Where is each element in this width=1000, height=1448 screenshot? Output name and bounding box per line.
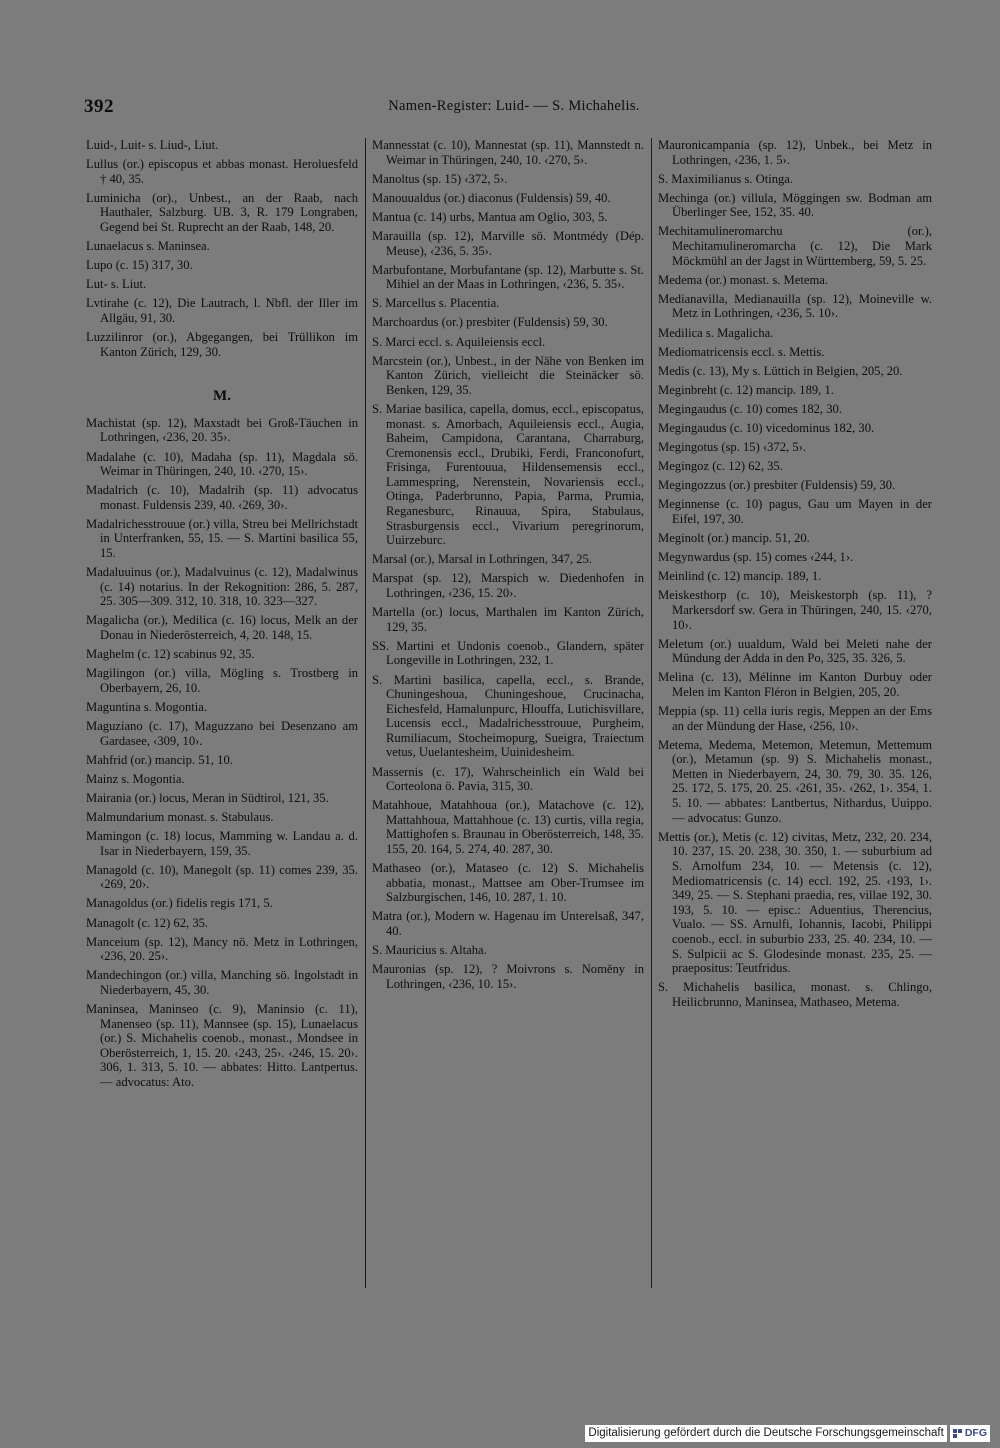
index-entry: Managoldus (or.) fidelis regis 171, 5. [86,896,273,911]
index-entry: Lut- s. Liut. [86,277,147,292]
index-entry: Mauronias (sp. 12), ? Moivrons s. Noměny in Lothringen, ‹236, 10. 15›. [372,962,644,991]
dfg-logo-text: DFG [964,1427,987,1439]
index-entry: Manoltus (sp. 15) ‹372, 5›. [372,171,508,186]
dfg-logo-icon [953,1429,963,1439]
index-entry: Lullus (or.) episcopus et abbas monast. Heroluesfeld † 40, 35. [86,157,358,186]
index-entry: Madaluuinus (or.), Madalvuinus (c. 12), Madalwinus (c. 14) notarius. In der Rekognition: 286, 5. 287, 25. 305—309. 312, 10. 318, 10. 323—327. [86,565,358,609]
index-entry: Luzzilinror (or.), Abgegangen, bei Trüllikon im Kanton Zürich, 129, 30. [86,330,358,359]
index-entry: Meginolt (or.) mancip. 51, 20. [658,531,810,546]
index-entry: Megingaudus (c. 10) comes 182, 30. [658,401,842,416]
index-entry: Lupo (c. 15) 317, 30. [86,258,193,273]
index-entry: Marchoardus (or.) presbiter (Fuldensis) 59, 30. [372,315,608,330]
index-entry: Meinlind (c. 12) mancip. 189, 1. [658,569,822,584]
index-entry: S. Michahelis basilica, monast. s. Chlingo, Heilicbrunno, Maninsea, Mathaseo, Metema. [658,980,932,1009]
index-entry: Mannesstat (c. 10), Mannestat (sp. 11), Mannstedt n. Weimar in Thüringen, 240, 10. ‹270, 5›. [372,138,644,167]
index-entry: Martella (or.) locus, Marthalen im Kanton Zürich, 129, 35. [372,605,644,634]
index-entry: Mainz s. Mogontia. [86,771,185,786]
index-entry: Medianavilla, Medianauilla (sp. 12), Moineville w. Metz in Lothringen, ‹236, 5. 10›. [658,291,932,321]
index-entry: Meletum (or.) uualdum, Wald bei Meleti nahe der Mündung der Adda in den Po, 325, 35. 326, 5. [658,636,932,666]
index-entry: Mandechingon (or.) villa, Manching sö. Ingolstadt in Niederbayern, 45, 30. [86,968,358,997]
index-entry: Maguziano (c. 17), Maguzzano bei Desenzano am Gardasee, ‹309, 10›. [86,719,358,748]
index-entry: Luid-, Luit- s. Liud-, Liut. [86,138,219,152]
index-entry: Mediomatricensis eccl. s. Mettis. [658,344,825,359]
index-entry: Mahfrid (or.) mancip. 51, 10. [86,752,233,767]
index-entry: Madalrich (c. 10), Madalrih (sp. 11) advocatus monast. Fuldensis 239, 40. ‹269, 30›. [86,483,358,512]
index-entry: S. Marcellus s. Placentia. [372,296,500,311]
index-entry: S. Martini basilica, capella, eccl., s. Brande, Chuningeshoua, Chuningeshoue, Crucinacha, Eichesfeld, Hamalunpurc, Hlouffa, Lutichisvillare, Lucensis eccl., Madalrichesstrouue, Purgheim, Rumiliacum, Stocheimopurg, Sueigra, Traiectum vetus, Uuelantesheim, Uuinidesheim. [372,672,644,760]
index-entry: Matra (or.), Modern w. Hagenau im Unterelsaß, 347, 40. [372,909,644,938]
index-entry: Megingoz (c. 12) 62, 35. [658,459,783,474]
index-entry: Mechitamulineromarchu (or.), Mechitamulineromarcha (c. 12), Die Mark Möckmühl an der Jagst in Württemberg, 59, 5. 25. [658,224,932,268]
index-entry: Mauronicampania (sp. 12), Unbek., bei Metz in Lothringen, ‹236, 1. 5›. [658,138,932,167]
column-divider [651,138,652,1288]
index-entry: Medilica s. Magalicha. [658,325,774,340]
dfg-logo [950,1425,990,1442]
index-column-2 [372,138,644,996]
index-entry: Manouualdus (or.) diaconus (Fuldensis) 59, 40. [372,190,611,205]
index-column-3 [658,138,932,1014]
index-entry: Machistat (sp. 12), Maxstadt bei Groß-Täuchen in Lothringen, ‹236, 20. 35›. [86,415,358,445]
index-entry: Mettis (or.), Metis (c. 12) civitas, Metz, 232, 20. 234, 10. 237, 15. 20. 238, 30. 350, 1. — suburbium ad S. Arnolfum 234, 10. — Metensis (c. 12), Mediomatricensis (c. 14) eccl. 192, 25. ‹193, 1›. 349, 25. — S. Stephani praedia, res, villae 192, 30. 193, 5. 10. — episc.: Aduentius, Therencius, Vualo. — SS. Arnulfi, Iohannis, Iacobi, Philippi coenob., eccl. in suburbio 233, 25. 40. 234, 10. — S. Sulpicii ac S. Glodesinde monast. 235, 25. — praepositus: Teutfridus. [658,829,932,976]
index-entry: Marsal (or.), Marsal in Lothringen, 347, 25. [372,552,592,567]
index-entry: Mechinga (or.) villula, Möggingen sw. Bodman am Überlinger See, 152, 35. 40. [658,190,932,220]
index-entry: Mathaseo (or.), Mataseo (c. 12) S. Michahelis abbatia, monast., Mattsee am Ober-Trumsee im Salzburgischen, 146, 10. 287, 1. 10. [372,861,644,905]
index-entry: S. Mauricius s. Altaha. [372,943,487,958]
index-entry: Meiskesthorp (c. 10), Meiskestorph (sp. 11), ? Markersdorf sw. Gera in Thüringen, 240, 15. ‹270, 10›. [658,588,932,632]
page-number: 392 [84,96,114,117]
index-entry: Magalicha (or.), Medilica (c. 16) locus, Melk an der Donau in Niederösterreich, 4, 20. 148, 15. [86,613,358,643]
digitization-footer [585,1425,990,1442]
index-entry: Maninsea, Maninseo (c. 9), Maninsio (c. 11), Manenseo (sp. 11), Mannsee (sp. 15), Lunaelacus (or.) S. Michahelis coenob., monast., Mondsee in Oberösterreich, 1, 15. 20. ‹243, 25›. ‹246, 15. 20›. 306, 1. 313, 5. 10. — abbates: Hitto. Lantpertus. — advocatus: Ato. [86,1002,358,1089]
index-entry: Megingotus (sp. 15) ‹372, 5›. [658,440,806,455]
index-entry: S. Mariae basilica, capella, domus, eccl., episcopatus, monast. s. Amorbach, Aquileiensis eccl., Augia, Baheim, Campidona, Carantana, Charraburg, Cremonensis eccl., Drubiki, Ferdi, Franconofurt, Frisinga, Furentouua, Hildensemensis eccl., Lammespring, Nerenstein, Novariensis eccl., Otinga, Paderbrunno, Papia, Parma, Prumia, Reganesburc, Rinauua, Spira, Stabulaus, Strasburgensis eccl., Vivarium peregrinorum, Uuirzeburc. [372,401,644,548]
index-entry: Meginnense (c. 10) pagus, Gau um Mayen in der Eifel, 197, 30. [658,497,932,526]
index-entry: Massernis (c. 17), Wahrscheinlich ein Wald bei Corteolona ö. Pavia, 315, 30. [372,764,644,794]
index-entry: Malmundarium monast. s. Stabulaus. [86,809,274,824]
index-entry: Manceium (sp. 12), Mancy nö. Metz in Lothringen, ‹236, 20. 25›. [86,934,358,964]
index-entry: Megingozzus (or.) presbiter (Fuldensis) 59, 30. [658,478,896,493]
index-entry: Mantua (c. 14) urbs, Mantua am Oglio, 303, 5. [372,209,608,224]
section-heading: M. [213,388,231,405]
index-entry: Medis (c. 13), My s. Lüttich in Belgien, 205, 20. [658,363,903,378]
index-entry: Meppia (sp. 11) cella iuris regis, Meppen an der Ems an der Mündung der Hase, ‹256, 10›. [658,704,932,733]
index-entry: Marcstein (or.), Unbest., in der Nähe von Benken im Kanton Zürich, vielleicht die Steinäcker sö. Benken, 129, 35. [372,353,644,397]
index-entry: Lunaelacus s. Maninsea. [86,239,210,254]
index-entry: Melina (c. 13), Mélinne im Kanton Durbuy oder Melen im Kanton Fléron in Belgien, 205, 20. [658,670,932,699]
index-entry: Metema, Medema, Metemon, Metemun, Mettemum (or.), Metamun (sp. 9) S. Michahelis monast., Metten in Niederbayern, 24, 30. 79, 30. 35. 126, 25. 172, 5. 175, 20. 25. ‹261, 35›. ‹262, 1›. 354, 1. 5. 10. — abbates: Lantbertus, Nithardus, Uuippo. — advocatus: Gunzo. [658,737,932,825]
index-entry: Mairania (or.) locus, Meran in Südtirol, 121, 35. [86,790,329,805]
index-entry: SS. Martini et Undonis coenob., Glandern, später Longeville in Lothringen, 232, 1. [372,638,644,668]
index-entry: Lvtirahe (c. 12), Die Lautrach, l. Nbfl. der Iller im Allgäu, 91, 30. [86,296,358,325]
index-entry: Marauilla (sp. 12), Marville sö. Montmédy (Dép. Meuse), ‹236, 5. 35›. [372,228,644,258]
index-entry: Megynwardus (sp. 15) comes ‹244, 1›. [658,550,854,565]
running-title: Namen-Register: Luid- — S. Michahelis. [388,98,640,114]
index-entry: Mamingon (c. 18) locus, Mamming w. Landau a. d. Isar in Niederbayern, 159, 35. [86,829,358,858]
index-entry: S. Maximilianus s. Otinga. [658,171,794,186]
index-entry: Madalrichesstrouue (or.) villa, Streu bei Mellrichstadt in Unterfranken, 55, 15. — S. Martini basilica 55, 15. [86,516,358,561]
index-entry: Maghelm (c. 12) scabinus 92, 35. [86,647,255,662]
index-entry: Managold (c. 10), Manegolt (sp. 11) comes 239, 35. ‹269, 20›. [86,862,358,892]
index-column-1 [86,138,358,1094]
index-entry: Magilingon (or.) villa, Mögling s. Trostberg in Oberbayern, 26, 10. [86,666,358,695]
index-entry: Marbufontane, Morbufantane (sp. 12), Marbutte s. St. Mihiel an der Maas in Lothringen, ‹236, 5. 35›. [372,262,644,292]
index-entry: S. Marci eccl. s. Aquileiensis eccl. [372,334,546,349]
index-entry: Luminicha (or)., Unbest., an der Raab, nach Hauthaler, Salzburg. UB. 3, R. 179 Longraben, Gegend bei St. Ruprecht an der Raab, 148, 20. [86,190,358,234]
column-divider [365,138,366,1288]
index-entry: Matahhoue, Matahhoua (or.), Matachove (c. 12), Mattahhoua, Mattahhoue (c. 13) curtis, villa regia, Mattighofen s. Braunau in Oberösterreich, 148, 35. 155, 20. 164, 5. 274, 40. 287, 30. [372,798,644,857]
index-entry: Medema (or.) monast. s. Metema. [658,272,828,287]
index-entry: Maguntina s. Mogontia. [86,699,208,714]
index-entry: Megingaudus (c. 10) vicedominus 182, 30. [658,421,875,435]
footer-credit: Digitalisierung gefördert durch die Deutsche Forschungsgemeinschaft [585,1425,946,1442]
page-header [84,96,944,120]
index-entry: Marspat (sp. 12), Marspich w. Diedenhofen in Lothringen, ‹236, 15. 20›. [372,571,644,601]
index-entry: Managolt (c. 12) 62, 35. [86,915,209,930]
index-entry: Meginbreht (c. 12) mancip. 189, 1. [658,382,834,397]
index-entry: Madalahe (c. 10), Madaha (sp. 11), Magdala sö. Weimar in Thüringen, 240, 10. ‹270, 15›. [86,449,358,479]
